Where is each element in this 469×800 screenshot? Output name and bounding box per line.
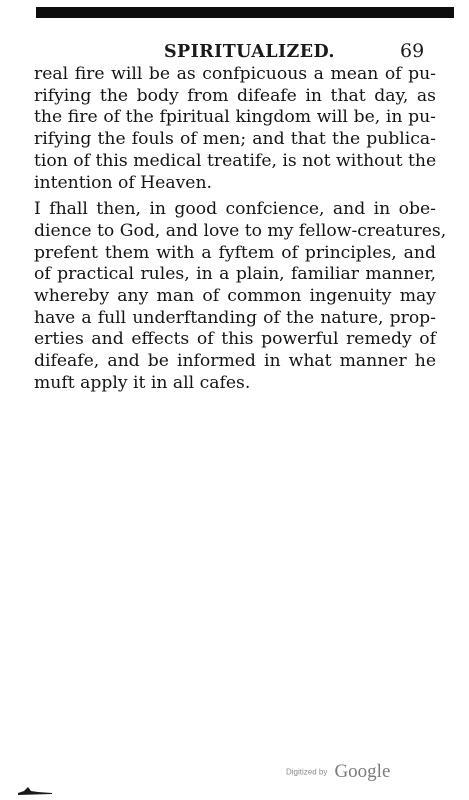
text-line: rifying the fouls of men; and that the publica- (34, 129, 436, 150)
text-line: whereby any man of common ingenuity may (34, 286, 436, 307)
paragraph-1 (34, 64, 436, 194)
digitized-label: Digitized by (286, 767, 328, 777)
text-line: of practical rules, in a plain, familiar manner, (34, 264, 436, 285)
text-line: the fire of the fpiritual kingdom will be, in pu- (34, 107, 436, 128)
paragraph-2 (34, 199, 447, 394)
text-line: tion of this medical treatife, is not without the (34, 150, 437, 171)
text-line: I fhall then, in good confcience, and in obe- (34, 199, 436, 220)
top-border-rule (36, 7, 454, 18)
text-line: real fire will be as confpicuous a mean of pu- (34, 64, 436, 84)
text-line: erties and effects of this powerful remedy of (34, 329, 436, 350)
text-line: dience to God, and love to my fellow-creatures, (34, 220, 447, 241)
text-line: prefent them with a fyftem of principles, and (34, 242, 436, 263)
page-number: 69 (400, 40, 425, 62)
text-line: muft apply it in all cafes. (34, 372, 251, 393)
text-line: rifying the body from difeafe in that day, as (34, 85, 436, 106)
body-text (34, 64, 447, 395)
google-logo: Google (334, 761, 391, 782)
digitized-watermark (286, 761, 390, 783)
text-line: intention of Heaven. (34, 172, 212, 193)
running-head: SPIRITUALIZED. (164, 42, 335, 62)
text-line: have a full underftanding of the nature, prop- (34, 307, 436, 328)
text-line: difeafe, and be informed in what manner he (34, 351, 436, 372)
ink-mark-icon (18, 786, 52, 796)
